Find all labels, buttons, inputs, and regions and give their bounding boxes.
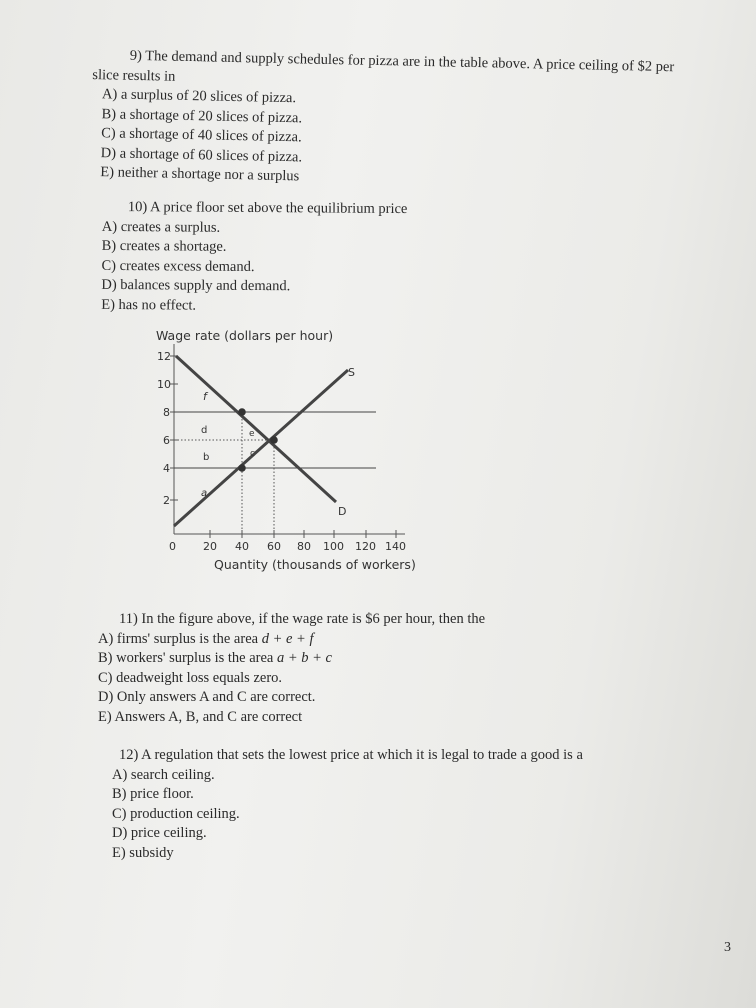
question-12-option-b: B) price floor. xyxy=(112,786,194,802)
point-supply-at-4 xyxy=(238,464,246,472)
question-12 xyxy=(98,746,583,863)
y-tick-4: 4 xyxy=(163,462,170,475)
x-tick-40: 40 xyxy=(235,540,249,553)
area-e-label: e xyxy=(249,429,255,439)
equilibrium-point xyxy=(270,436,278,444)
question-10-option-d: D) balances supply and demand. xyxy=(101,276,291,295)
area-d-label: d xyxy=(201,425,208,436)
x-tick-120: 120 xyxy=(355,540,376,553)
x-tick-140: 140 xyxy=(385,540,406,553)
x-origin-label: 0 xyxy=(169,540,176,553)
y-tick-2: 2 xyxy=(163,494,170,507)
question-9-option-b: B) a shortage of 20 slices of pizza. xyxy=(101,105,303,126)
area-f-label: f xyxy=(203,390,207,403)
question-12-stem: 12) A regulation that sets the lowest price at which it is legal to trade a good is a xyxy=(119,747,583,763)
point-demand-at-8 xyxy=(238,408,246,416)
y-tick-6: 6 xyxy=(163,434,170,447)
figure-y-axis-label: Wage rate (dollars per hour) xyxy=(156,328,334,343)
question-12-option-e: E) subsidy xyxy=(112,844,174,861)
question-11-option-a-math: d + e + f xyxy=(261,630,314,647)
demand-curve-label: D xyxy=(338,505,347,518)
question-11-option-b-math: a + b + c xyxy=(276,650,332,666)
question-11 xyxy=(98,610,485,727)
area-a-label: a xyxy=(201,488,208,499)
question-9-option-c: C) a shortage of 40 slices of pizza. xyxy=(101,125,302,146)
question-9-option-d: D) a shortage of 60 slices of pizza. xyxy=(100,144,303,165)
x-tick-80: 80 xyxy=(297,540,311,553)
question-10-option-a: A) creates a surplus. xyxy=(101,218,221,236)
area-c-label: c xyxy=(250,449,255,459)
x-tick-20: 20 xyxy=(203,540,217,553)
question-9-option-e: E) neither a shortage nor a surplus xyxy=(100,164,300,185)
area-b-label: b xyxy=(203,452,210,463)
labor-market-figure xyxy=(140,322,440,582)
figure-x-axis-label: Quantity (thousands of workers) xyxy=(214,557,416,572)
demand-curve xyxy=(176,356,336,502)
question-11-option-d: D) Only answers A and C are correct. xyxy=(98,689,316,705)
question-10-option-c: C) creates excess demand. xyxy=(101,257,255,275)
y-tick-10: 10 xyxy=(157,378,171,391)
page-number: 3 xyxy=(724,940,731,955)
question-10-stem: 10) A price floor set above the equilibrium price xyxy=(127,199,408,218)
question-11-option-a-text: A) firms' surplus is the area xyxy=(98,630,262,647)
question-9-stem-line2: slice results in xyxy=(92,66,176,85)
question-11-option-e: E) Answers A, B, and C are correct xyxy=(98,708,303,725)
question-9 xyxy=(90,46,674,195)
supply-curve xyxy=(174,370,348,526)
question-9-stem-line1: 9) The demand and supply schedules for pizza are in the table above. A price ceiling of $2 per xyxy=(129,47,675,76)
question-10-option-e: E) has no effect. xyxy=(101,296,197,314)
y-tick-8: 8 xyxy=(163,406,170,419)
supply-curve-label: S xyxy=(348,366,355,379)
question-12-option-c: C) production ceiling. xyxy=(112,805,240,822)
question-12-option-a: A) search ceiling. xyxy=(112,766,215,783)
question-10-option-b: B) creates a shortage. xyxy=(101,237,227,255)
x-tick-100: 100 xyxy=(323,540,344,553)
question-11-option-b xyxy=(98,649,485,669)
question-9-option-a: A) a surplus of 20 slices of pizza. xyxy=(101,86,297,107)
question-11-option-a xyxy=(98,630,485,650)
question-11-stem: 11) In the figure above, if the wage rate is $6 per hour, then the xyxy=(119,611,486,627)
question-12-option-d: D) price ceiling. xyxy=(112,825,207,841)
question-10 xyxy=(101,198,408,317)
y-tick-12: 12 xyxy=(157,350,171,363)
x-tick-60: 60 xyxy=(267,540,281,553)
question-11-option-b-text: B) workers' surplus is the area xyxy=(98,650,277,666)
question-11-option-c: C) deadweight loss equals zero. xyxy=(98,669,283,686)
